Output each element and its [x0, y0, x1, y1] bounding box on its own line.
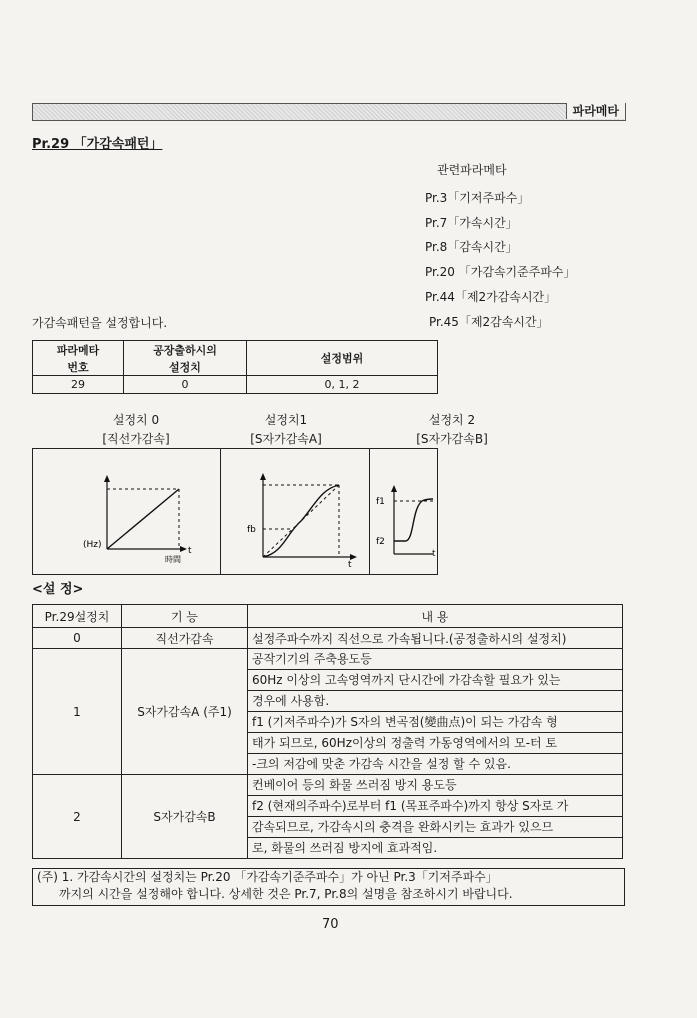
s-curve-b-graph — [370, 449, 437, 574]
section-header-label: 파라메타 — [566, 103, 625, 119]
table-cell: 1 — [33, 649, 122, 775]
related-param-item: Pr.45「제2감속시간」 — [429, 315, 549, 329]
axis-label: f2 — [376, 537, 385, 547]
related-param-item: Pr.44「제2가감속시간」 — [425, 290, 557, 304]
content-line: 공작기기의 주축용도등 — [248, 649, 622, 670]
s-curve-a-graph — [221, 449, 370, 574]
graph-label: 설정치 2 — [428, 413, 476, 427]
table-cell — [248, 775, 623, 859]
table-cell: 0 — [124, 376, 247, 394]
content-line: 태가 되므로, 60Hz이상의 정출력 가동영역에서의 모-터 토 — [248, 733, 622, 754]
footnote-box — [32, 868, 625, 906]
axis-label: fb — [247, 525, 256, 535]
pattern-graphs — [32, 448, 438, 575]
axis-label: f1 — [376, 497, 385, 507]
table-header-cell: 설정치 — [124, 358, 247, 376]
table-row — [33, 376, 438, 394]
axis-label: (Hz) — [83, 540, 102, 550]
content-line: 컨베이어 등의 화물 쓰러짐 방지 용도등 — [248, 775, 622, 796]
footnote-line: 까지의 시간을 설정해야 합니다. 상세한 것은 Pr.7, Pr.8의 설명을 참조하시기 바랍니다. — [59, 887, 513, 901]
table-cell: 0, 1, 2 — [247, 376, 438, 394]
table-row — [33, 628, 623, 649]
table-cell — [248, 649, 623, 775]
axis-label: t — [348, 560, 352, 570]
graph-label: 설정치 0 — [112, 413, 160, 427]
table-cell: 직선가감속 — [122, 628, 248, 649]
content-line: 경우에 사용함. — [248, 691, 622, 712]
table-header-cell: Pr.29설정치 — [33, 605, 122, 628]
section-header-bar — [32, 103, 626, 121]
table-header-row — [33, 341, 438, 359]
table-cell: 29 — [33, 376, 124, 394]
graph-label: [직선가감속] — [102, 432, 170, 446]
table-header-row — [33, 605, 623, 628]
related-param-item: Pr.8「감속시간」 — [425, 240, 518, 254]
table-header-cell: 파라메타 — [33, 341, 124, 359]
page-title: Pr.29 「가감속패턴」 — [32, 137, 163, 152]
axis-label: t — [432, 549, 436, 559]
graph-label: [S자가감속A] — [250, 432, 322, 446]
intro-text: 가감속패턴을 설정합니다. — [32, 316, 168, 330]
content-line: f2 (현재의주파수)로부터 f1 (목표주파수)까지 항상 S자로 가 — [248, 796, 622, 817]
table-header-cell: 내 용 — [248, 605, 623, 628]
graph-label: [S자가감속B] — [416, 432, 488, 446]
table-cell: 0 — [33, 628, 122, 649]
footnote-line: (주) 1. 가감속시간의 설정치는 Pr.20 「가감속기준주파수」가 아닌 Pr.3「기저주파수」 — [37, 870, 498, 884]
table-cell: 설정주파수까지 직선으로 가속됩니다.(공정출하시의 설정치) — [248, 628, 623, 649]
table-header-cell: 번호 — [33, 358, 124, 376]
content-line: 로, 화물의 쓰러짐 방지에 효과적임. — [252, 841, 438, 855]
table-cell: S자가감속B — [122, 775, 248, 859]
axis-label: 時間 — [165, 555, 181, 564]
table-cell: 2 — [33, 775, 122, 859]
table-cell: S자가감속A (주1) — [122, 649, 248, 775]
page-number: 70 — [322, 917, 339, 932]
content-line: f1 (기저주파수)가 S자의 변곡점(變曲点)이 되는 가감속 형 — [248, 712, 622, 733]
table-row — [33, 775, 623, 859]
related-param-item: Pr.20 「가감속기준주파수」 — [425, 265, 576, 279]
table-header-cell: 공장출하시의 — [124, 341, 247, 359]
content-line: 60Hz 이상의 고속영역까지 단시간에 가감속할 필요가 있는 — [248, 670, 622, 691]
axis-label: t — [188, 546, 192, 556]
content-line: -크의 저감에 맞춘 가감속 시간을 설정 할 수 있음. — [252, 757, 511, 771]
table-header-cell: 기 능 — [122, 605, 248, 628]
settings-table — [32, 604, 623, 859]
table-row — [33, 649, 623, 775]
parameter-table — [32, 340, 438, 394]
table-header-cell: 설정범위 — [247, 341, 438, 376]
related-param-item: Pr.3「기저주파수」 — [425, 191, 530, 205]
linear-pattern-graph — [33, 449, 221, 574]
settings-heading: <설 정> — [32, 582, 84, 597]
content-line: 감속되므로, 가감속시의 충격을 완화시키는 효과가 있으므 — [248, 817, 622, 838]
related-param-item: Pr.7「가속시간」 — [425, 216, 518, 230]
related-params-heading: 관련파라메타 — [437, 163, 507, 177]
graph-label: 설정치1 — [264, 413, 308, 427]
